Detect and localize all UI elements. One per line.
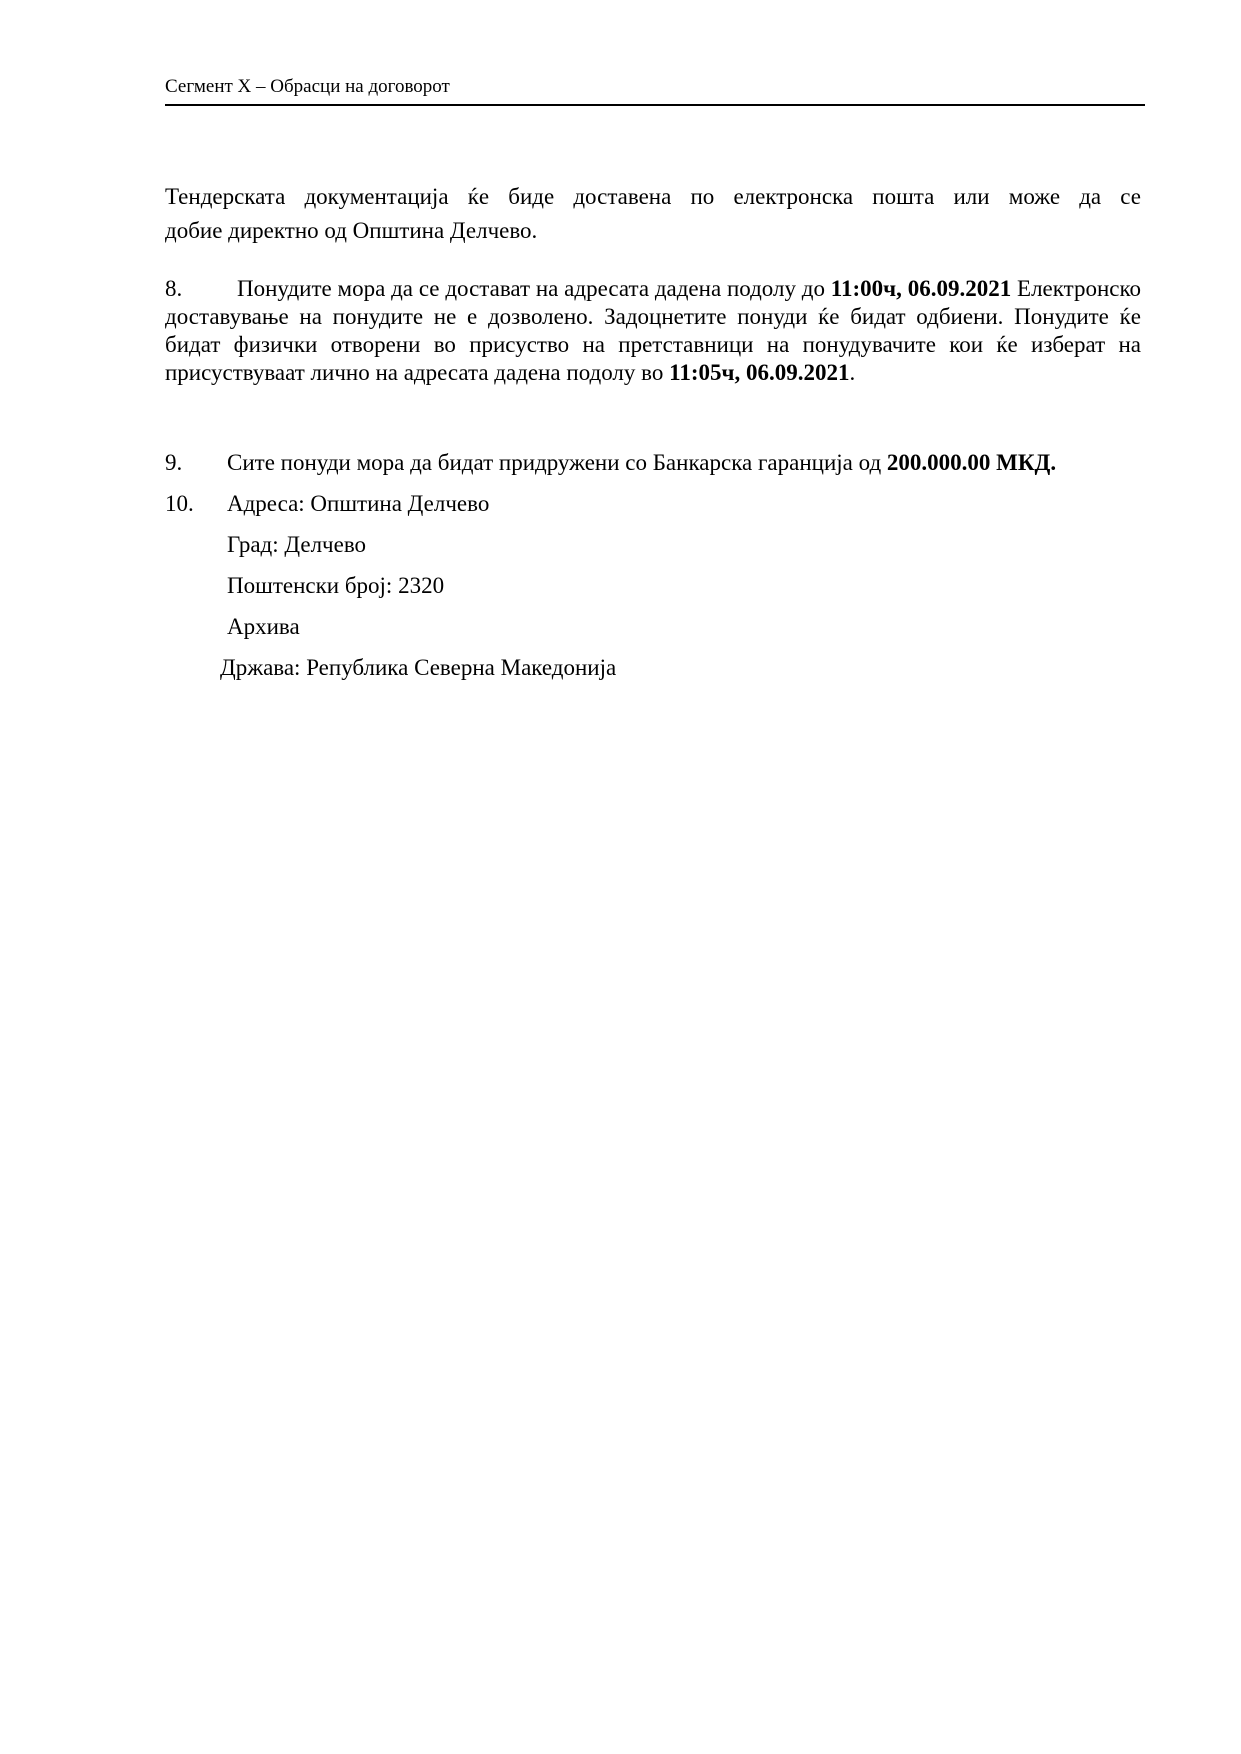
item-8-deadline: 11:00ч, 06.09.2021 [830, 276, 1012, 301]
address-postal-code: Поштенски број: 2320 [227, 573, 445, 598]
item-9-number: 9. [165, 450, 183, 475]
address-country: Држава: Република Северна Македонија [220, 655, 617, 680]
intro-line-2: добие директно од Општина Делчево. [165, 218, 538, 243]
intro-paragraph [165, 180, 1141, 248]
item-9-text: Сите понуди мора да бидат придружени со Банкарска гаранција од [227, 450, 887, 475]
page-header [165, 74, 1145, 106]
item-9-amount: 200.000.00 МКД. [886, 450, 1057, 475]
item-8-opening-time: 11:05ч, 06.09.2021 [669, 360, 850, 385]
item-10-paragraph [165, 490, 1141, 518]
item-8-text-c: . [849, 360, 856, 385]
header-title: Сегмент X – Обрасци на договорот [165, 76, 450, 97]
address-archive: Архива [227, 614, 300, 639]
item-8-text-b: Електронско доставување на понудите не е дозволено. Задоцнетите понуди ќе бидат одбиени. Понудите ќе бидат физички отворени во присуство на претставници на понудувачите кои ќе изберат на присуствуваат лично на адресата дадена подолу во [165, 276, 1141, 385]
item-10-address: Адреса: Општина Делчево [227, 491, 490, 516]
item-8-text-a: Понудите мора да се достават на адресата дадена подолу до [237, 276, 831, 301]
item-10-number: 10. [165, 491, 194, 516]
item-8-paragraph [165, 275, 1141, 387]
intro-line-1: Тендерската документација ќе биде доставена по електронска пошта или може да се [165, 184, 1141, 209]
item-9-paragraph [165, 449, 1141, 477]
address-city: Град: Делчево [227, 532, 367, 557]
item-8-number: 8. [165, 276, 183, 301]
